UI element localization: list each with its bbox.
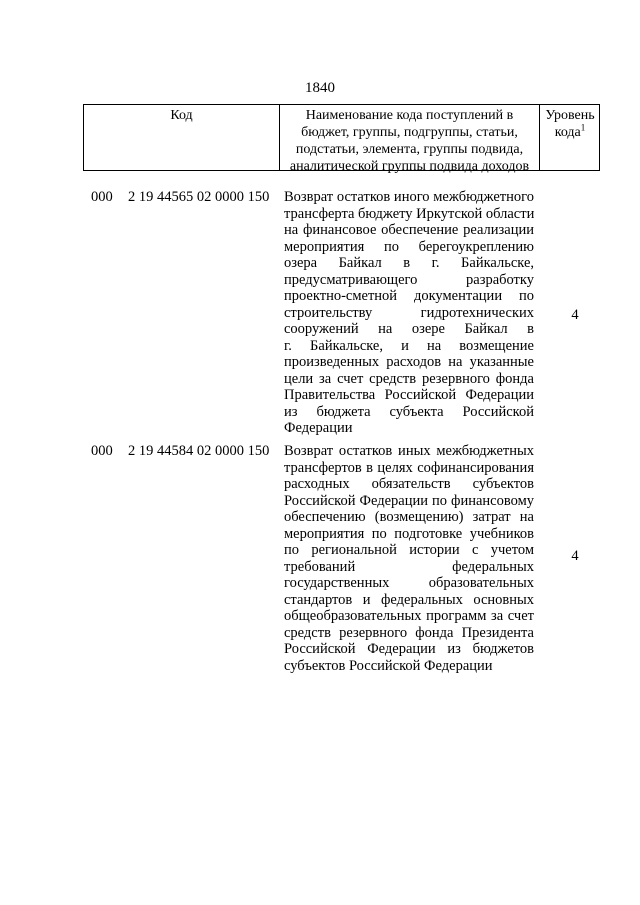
name-line: общеобразовательных программ за счет <box>284 608 534 624</box>
name-line: требований федеральных <box>284 558 534 575</box>
name-line: цели за счет средств резервного фонда <box>284 370 534 387</box>
name-line: трансфертов в целях софинансирования <box>284 459 534 476</box>
header-name-line: Наименование кода поступлений в <box>305 108 514 123</box>
admin-code: 000 <box>91 443 113 459</box>
name-line: расходных обязательств субъектов <box>284 476 534 492</box>
name-line: государственных образовательных <box>284 575 534 591</box>
name-line: озера Байкал в г. Байкальске, <box>284 255 534 271</box>
header-name-cell <box>280 105 540 174</box>
header-level-line: Уровень <box>545 108 595 123</box>
name-line: из бюджета субъекта Российской <box>284 403 534 420</box>
name-line: проектно-сметной документации по <box>284 288 534 304</box>
level-value: 4 <box>571 307 579 323</box>
name-line: мероприятия по берегоукреплению <box>284 238 534 255</box>
name-line: строительству гидротехнических <box>284 304 534 321</box>
name-line: предусматривающего разработку <box>284 271 534 288</box>
header-code-label: Код <box>170 108 193 123</box>
admin-code: 000 <box>91 189 113 205</box>
footnote-marker: 1 <box>580 122 586 133</box>
header-level-line <box>540 124 600 141</box>
header-name-line: бюджет, группы, подгруппы, статьи, <box>301 125 518 140</box>
level-value: 4 <box>571 548 579 564</box>
page-number: 1840 <box>305 80 335 96</box>
name-line: произведенных расходов на указанные <box>284 354 534 370</box>
name-line: Возврат остатков иного межбюджетного <box>284 189 534 205</box>
header-code-cell <box>84 105 280 170</box>
name-line: Возврат остатков иных межбюджетных <box>284 443 534 459</box>
name-line: Правительства Российской Федерации <box>284 387 534 403</box>
name-line: Российской Федерации из бюджетов <box>284 641 534 657</box>
name-line: на финансовое обеспечение реализации <box>284 222 534 238</box>
name-line: сооружений на озере Байкал в <box>284 321 534 337</box>
header-name-line: подстатьи, элемента, группы подвида, <box>295 142 524 157</box>
name-line: Российской Федерации по финансовому <box>284 492 534 509</box>
header-level-text: кода <box>554 125 581 140</box>
name-line: мероприятия по подготовке учебников <box>284 525 534 542</box>
revenue-name <box>284 189 534 437</box>
name-line: Федерации <box>284 420 353 436</box>
name-line: трансферта бюджету Иркутской области <box>284 205 535 222</box>
revenue-code: 2 19 44565 02 0000 150 <box>128 189 270 205</box>
name-line: г. Байкальске, и на возмещение <box>284 337 534 354</box>
name-line: обеспечению (возмещению) затрат на <box>284 509 534 525</box>
header-level-cell <box>540 105 600 170</box>
header-name-line: аналитической группы подвида доходов <box>289 159 530 174</box>
revenue-name <box>284 443 534 674</box>
name-line: субъектов Российской Федерации <box>284 657 493 674</box>
name-line: средств резервного фонда Президента <box>284 624 534 641</box>
name-line: по региональной истории с учетом <box>284 542 534 558</box>
name-line: стандартов и федеральных основных <box>284 591 534 608</box>
revenue-code: 2 19 44584 02 0000 150 <box>128 443 270 459</box>
table-header <box>83 104 600 174</box>
